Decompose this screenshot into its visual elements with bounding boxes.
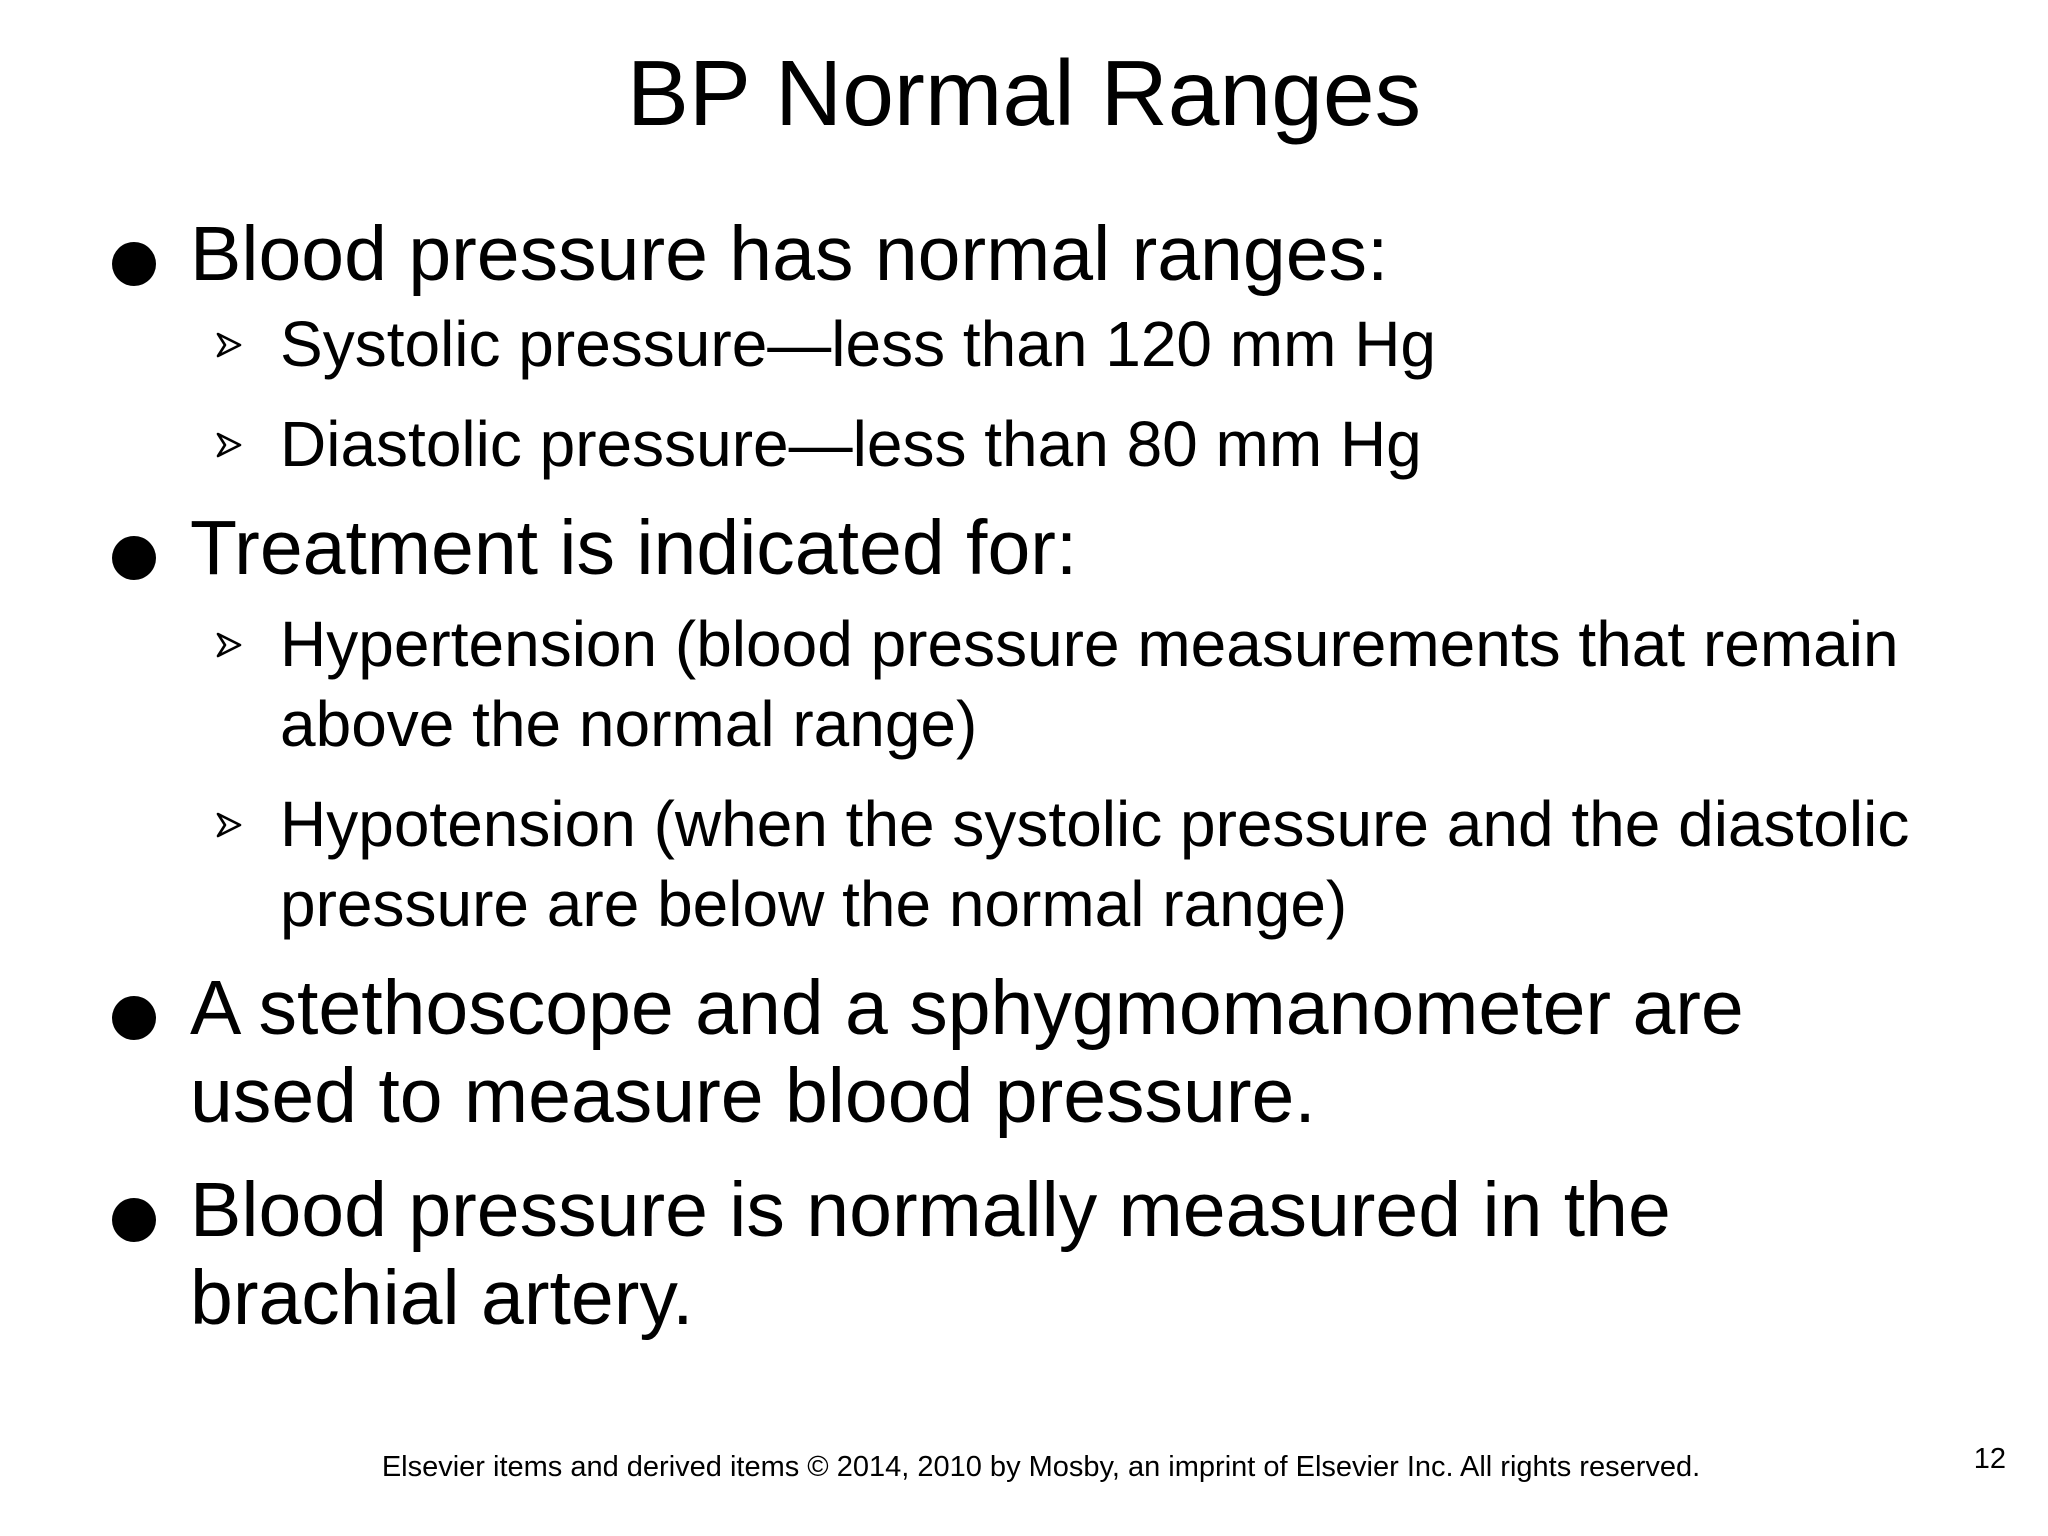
sub-bullet-item — [110, 604, 1920, 764]
sub-bullet-text: Diastolic pressure—less than 80 mm Hg — [280, 408, 1422, 480]
sub-bullet-item — [110, 784, 1920, 944]
bullet-item — [110, 964, 1910, 1140]
sub-bullet-text: Hypertension (blood pressure measurements that remain above the normal range) — [280, 608, 1899, 760]
copyright-footer: Elsevier items and derived items © 2014, 2010 by Mosby, an imprint of Elsevier Inc. All rights reserved. — [381, 1451, 1701, 1483]
bullet-item — [110, 504, 1990, 592]
sub-bullet-item — [110, 404, 1990, 484]
arrowhead-bullet-icon — [214, 810, 244, 840]
arrowhead-bullet-icon — [214, 630, 244, 660]
filled-circle-bullet-icon — [112, 242, 156, 286]
filled-circle-bullet-icon — [112, 996, 156, 1040]
bullet-item — [110, 1166, 1910, 1342]
bullet-text: Blood pressure has normal ranges: — [190, 211, 1389, 297]
bullet-text: Treatment is indicated for: — [190, 505, 1078, 591]
bullet-text: Blood pressure is normally measured in the brachial artery. — [190, 1167, 1671, 1341]
page-number: 12 — [1973, 1443, 2006, 1475]
bullet-text: A stethoscope and a sphygmomanometer are used to measure blood pressure. — [190, 965, 1744, 1139]
bullet-item — [110, 210, 1990, 298]
filled-circle-bullet-icon — [112, 1198, 156, 1242]
sub-bullet-text: Hypotension (when the systolic pressure and the diastolic pressure are below the normal range) — [280, 788, 1910, 940]
sub-bullet-text: Systolic pressure—less than 120 mm Hg — [280, 308, 1436, 380]
arrowhead-bullet-icon — [214, 430, 244, 460]
slide-content — [110, 210, 1990, 1342]
filled-circle-bullet-icon — [112, 536, 156, 580]
sub-bullet-item — [110, 304, 1990, 384]
arrowhead-bullet-icon — [214, 330, 244, 360]
slide-title: BP Normal Ranges — [626, 41, 1422, 145]
